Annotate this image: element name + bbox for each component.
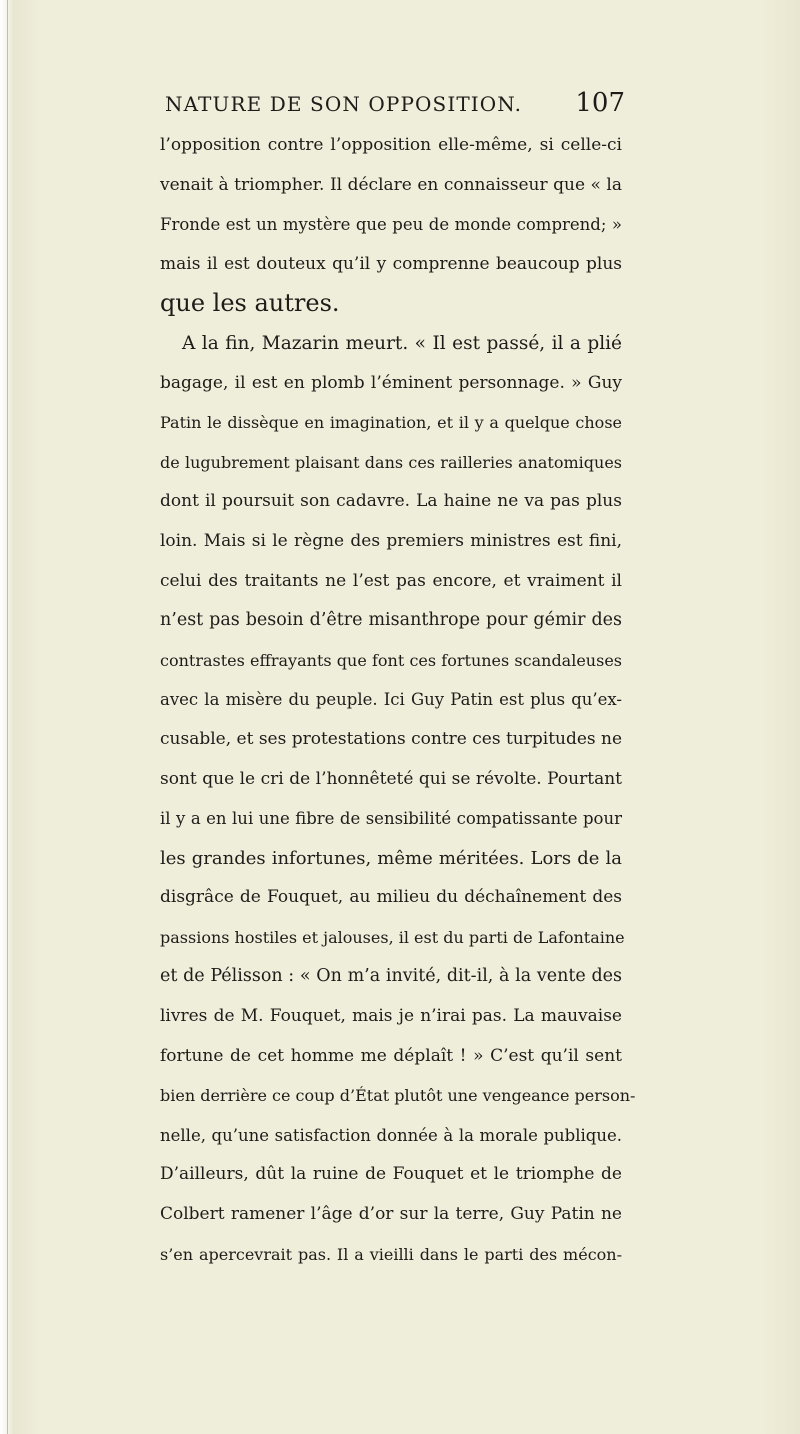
text-line: A la fin, Mazarin meurt. « Il est passé, il a plié (182, 332, 622, 354)
text-line: sont que le cri de l’honnêteté qui se révolte. Pourtant (160, 768, 622, 789)
text-line: bagage, il est en plomb l’éminent personnage. » Guy (160, 372, 622, 393)
text-line: venait à triompher. Il déclare en connaisseur que « la (160, 174, 622, 195)
text-line: de lugubrement plaisant dans ces railleries anatomiques (160, 452, 622, 472)
text-line: dont il poursuit son cadavre. La haine ne va pas plus (160, 491, 622, 512)
text-line: avec la misère du peuple. Ici Guy Patin est plus qu’ex- (160, 690, 622, 710)
text-line: celui des traitants ne l’est pas encore, et vraiment il (160, 570, 622, 591)
text-line: n’est pas besoin d’être misanthrope pour gémir des (160, 610, 622, 631)
text-line: contrastes effrayants que font ces fortunes scandaleuses (160, 650, 622, 670)
binding-edge (7, 0, 8, 1434)
text-line: il y a en lui une fibre de sensibilité compatissante pour (160, 809, 622, 829)
text-line: bien derrière ce coup d’État plutôt une vengeance person- (160, 1086, 636, 1106)
text-line: Colbert ramener l’âge d’or sur la terre, Guy Patin ne (160, 1204, 622, 1225)
text-line: D’ailleurs, dût la ruine de Fouquet et le triomphe de (160, 1164, 622, 1185)
text-line: passions hostiles et jalouses, il est du parti de Lafontaine (160, 927, 625, 947)
text-line: cusable, et ses protestations contre ces turpitudes ne (160, 728, 623, 749)
page-number: 107 (575, 88, 625, 118)
body-text (160, 126, 636, 1274)
text-line: livres de M. Fouquet, mais je n’irai pas. La mauvaise (160, 1006, 622, 1027)
text-line: et de Pélisson : « On m’a invité, dit-il, à la vente des (160, 966, 622, 987)
text-line: l’opposition contre l’opposition elle-même, si celle-ci (160, 135, 622, 155)
running-head: NATURE DE SON OPPOSITION. (165, 92, 523, 116)
text-line: Fronde est un mystère que peu de monde comprend; » (160, 215, 622, 235)
text-line: loin. Mais si le règne des premiers ministres est fini, (160, 530, 622, 551)
text-line: disgrâce de Fouquet, au milieu du déchaînement des (160, 887, 622, 908)
text-line: les grandes infortunes, même méritées. Lors de la (160, 847, 622, 869)
text-line: fortune de cet homme me déplaît ! » C’est qu’il sent (160, 1045, 622, 1066)
text-line: mais il est douteux qu’il y comprenne beaucoup plus (160, 253, 622, 274)
text-line: Patin le dissèque en imagination, et il y a quelque chose (160, 413, 622, 433)
text-line: nelle, qu’une satisfaction donnée à la morale publique. (160, 1125, 622, 1145)
text-line: que les autres. (160, 289, 340, 318)
page-header (165, 88, 625, 120)
text-line: s’en apercevrait pas. Il a vieilli dans le parti des mécon- (160, 1244, 622, 1264)
